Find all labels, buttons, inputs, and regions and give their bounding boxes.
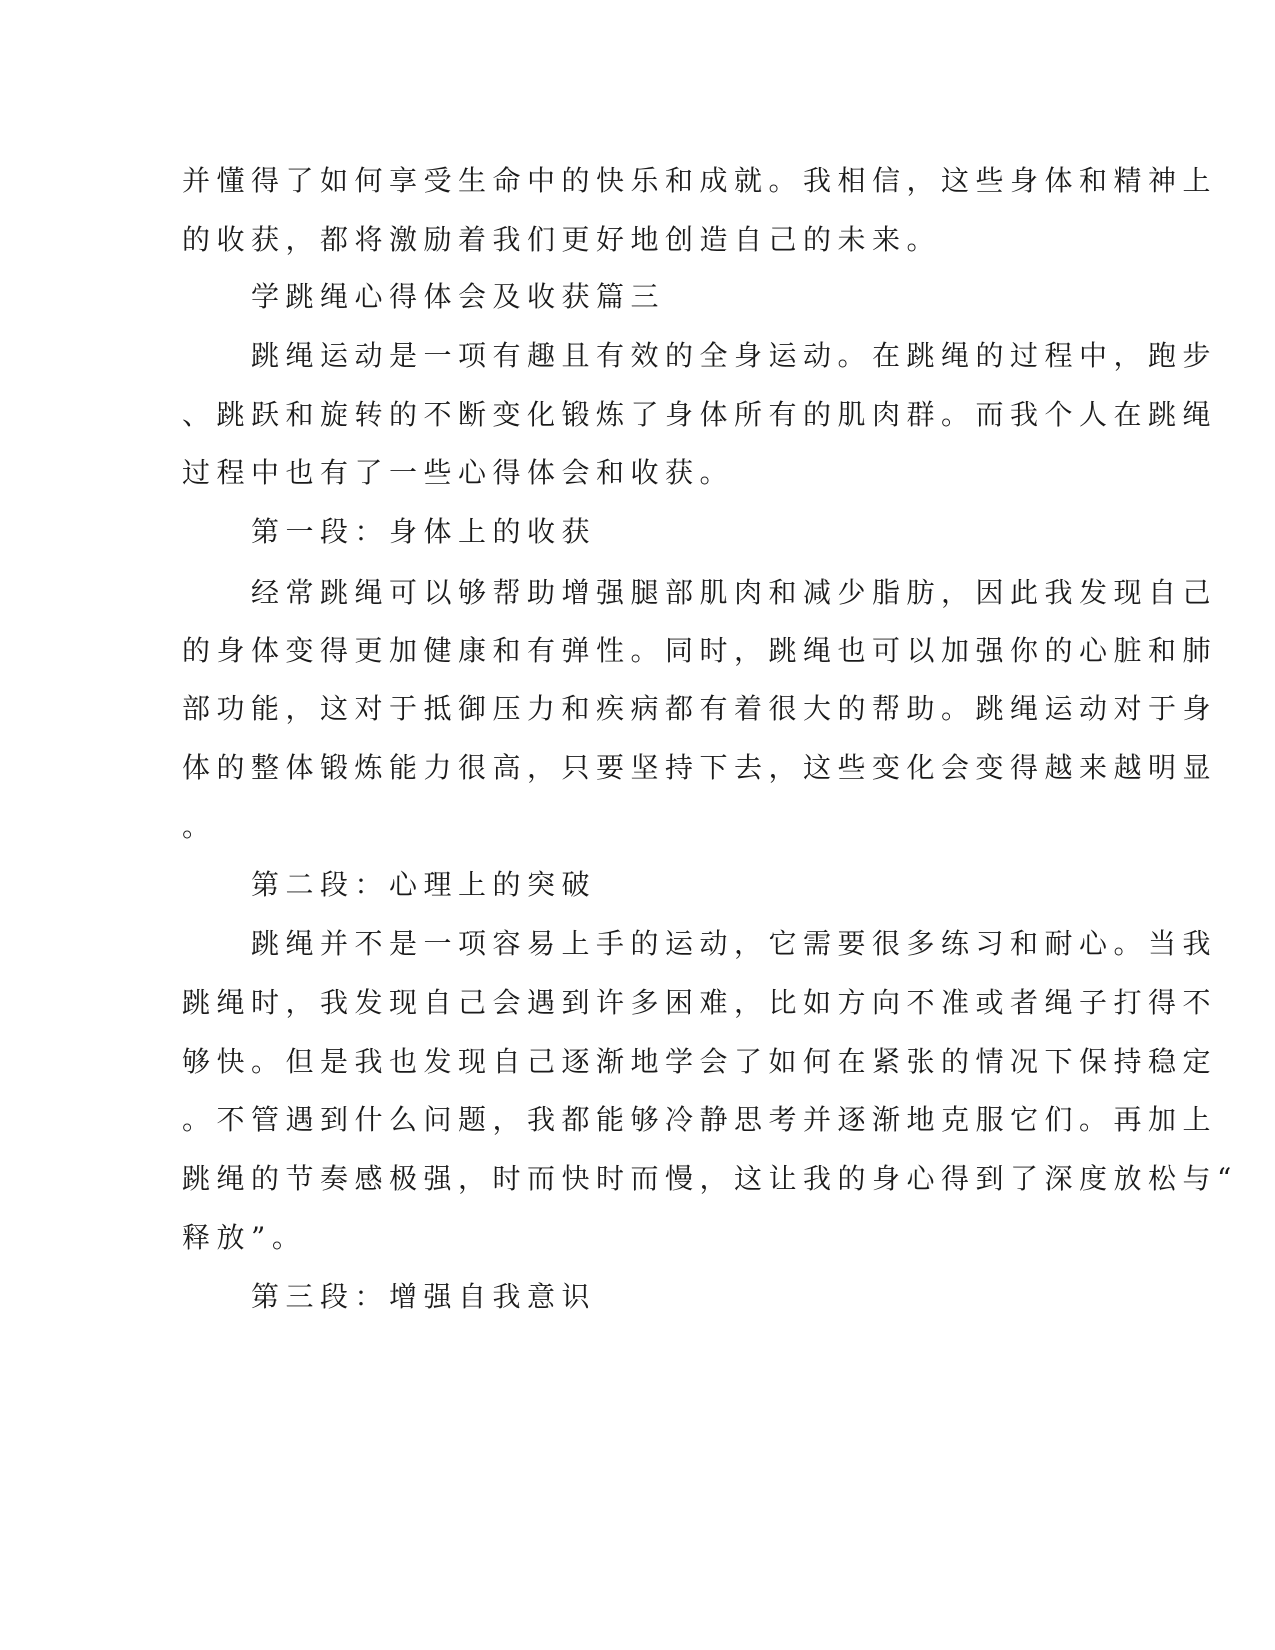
section-heading: 第一段：身体上的收获 — [251, 515, 597, 548]
paragraph-line: 够快。但是我也发现自己逐渐地学会了如何在紧张的情况下保持稳定 — [182, 1045, 1218, 1078]
paragraph-line: 的收获，都将激励着我们更好地创造自己的未来。 — [182, 223, 942, 256]
paragraph-line: 过程中也有了一些心得体会和收获。 — [182, 456, 735, 489]
section-heading: 学跳绳心得体会及收获篇三 — [251, 280, 666, 313]
paragraph-line: 。不管遇到什么问题，我都能够冷静思考并逐渐地克服它们。再加上 — [182, 1103, 1218, 1136]
paragraph-line: 。 — [182, 810, 217, 843]
paragraph-line: 跳绳运动是一项有趣且有效的全身运动。在跳绳的过程中，跑步 — [251, 339, 1218, 372]
paragraph-line: 的身体变得更加健康和有弹性。同时，跳绳也可以加强你的心脏和肺 — [182, 634, 1218, 667]
paragraph-line: 跳绳时，我发现自己会遇到许多困难，比如方向不准或者绳子打得不 — [182, 986, 1218, 1019]
paragraph-line: 、跳跃和旋转的不断变化锻炼了身体所有的肌肉群。而我个人在跳绳 — [182, 398, 1218, 431]
section-heading: 第二段：心理上的突破 — [251, 868, 597, 901]
paragraph-line: 部功能，这对于抵御压力和疾病都有着很大的帮助。跳绳运动对于身 — [182, 692, 1218, 725]
paragraph-line: 经常跳绳可以够帮助增强腿部肌肉和减少脂肪，因此我发现自己 — [251, 576, 1218, 609]
paragraph-line: 并懂得了如何享受生命中的快乐和成就。我相信，这些身体和精神上 — [182, 164, 1218, 197]
section-heading: 第三段：增强自我意识 — [251, 1280, 597, 1313]
paragraph-line: 体的整体锻炼能力很高，只要坚持下去，这些变化会变得越来越明显 — [182, 751, 1218, 784]
paragraph-line: 跳绳的节奏感极强，时而快时而慢，这让我的身心得到了深度放松与“ — [182, 1162, 1238, 1195]
paragraph-line: 跳绳并不是一项容易上手的运动，它需要很多练习和耐心。当我 — [251, 927, 1218, 960]
paragraph-line: 释放”。 — [182, 1221, 307, 1254]
